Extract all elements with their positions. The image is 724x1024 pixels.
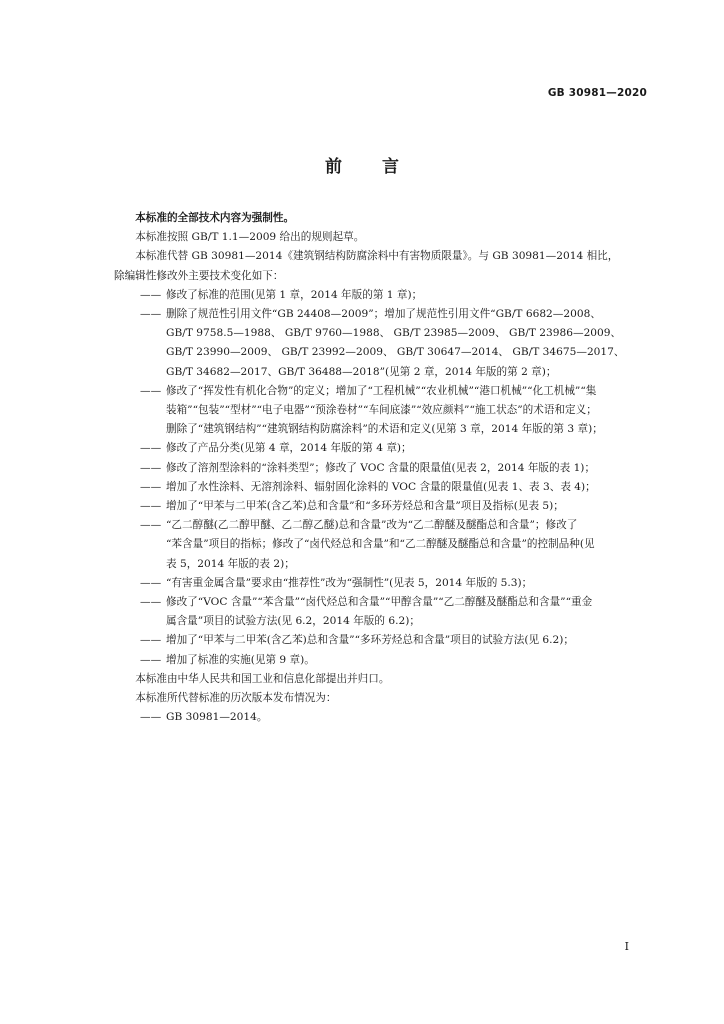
change-list-item — [114, 286, 654, 305]
history-intro-paragraph: 本标准所代替标准的历次版本发布情况为： — [135, 692, 337, 705]
dash-mark: —— — [140, 576, 162, 589]
change-list-item — [114, 439, 654, 458]
dash-mark: —— — [140, 384, 162, 397]
change-item-text: 增加了“甲苯与二甲苯(含乙苯)总和含量”“多环芳烃总和含量”项目的试验方法(见 6.2)； — [166, 634, 575, 647]
dash-mark: —— — [140, 519, 162, 532]
dash-mark: —— — [140, 711, 162, 724]
change-item-continuation: 删除了“建筑钢结构”“建筑钢结构防腐涂料”的术语和定义(见第 3 章，2014 年版的第 3 章)； — [166, 423, 603, 436]
mandatory-statement: 本标准的全部技术内容为强制性。 — [135, 212, 295, 224]
change-list-item — [114, 497, 654, 516]
change-item-text: 修改了标准的范围(见第 1 章，2014 年版的第 1 章)； — [166, 288, 423, 301]
change-item-continuation: 装箱”“包装”“型材”“电子电器”“预涂卷材”“车间底漆”“效应颜料”“施工状态”的术语和定义； — [166, 404, 597, 417]
dash-mark: —— — [140, 596, 162, 609]
change-item-text: 修改了溶剂型涂料的“涂料类型”；修改了 VOC 含量的限量值(见表 2，2014 年版的表 1)； — [166, 461, 596, 474]
change-list-item — [114, 516, 654, 574]
change-list-item — [114, 574, 654, 593]
dash-mark: —— — [140, 653, 162, 666]
change-list-item — [114, 651, 654, 670]
dash-mark: —— — [140, 288, 162, 301]
change-item-continuation: GB/T 9758.5—1988、 GB/T 9760—1988、 GB/T 23985—2009、 GB/T 23986—2009、 — [166, 327, 622, 340]
page-number: I — [624, 940, 629, 953]
change-item-text: 增加了水性涂料、无溶剂涂料、辐射固化涂料的 VOC 含量的限量值(见表 1、表 3、表 4)； — [166, 480, 596, 493]
change-item-text: 删除了规范性引用文件“GB 24408—2009”；增加了规范性引用文件“GB/T 6682—2008、 — [166, 308, 601, 321]
change-item-continuation: 属含量”项目的试验方法(见 6.2，2014 年版的 6.2)； — [166, 615, 420, 628]
technical-changes-list — [114, 286, 654, 670]
change-list-item — [114, 478, 654, 497]
change-list-item — [114, 459, 654, 478]
drafting-rule-paragraph: 本标准按照 GB/T 1.1—2009 给出的规则起草。 — [135, 231, 365, 244]
dash-mark: —— — [140, 442, 162, 455]
page-title — [0, 152, 724, 177]
change-item-text: “乙二醇醚(乙二醇甲醚、乙二醇乙醚)总和含量”改为“乙二醇醚及醚酯总和含量”；修改了 — [166, 519, 578, 532]
change-list-item — [114, 631, 654, 650]
dash-mark: —— — [140, 308, 162, 321]
dash-mark: —— — [140, 500, 162, 513]
change-item-continuation: 表 5，2014 年版的表 2)； — [166, 557, 295, 570]
proposer-paragraph: 本标准由中华人民共和国工业和信息化部提出并归口。 — [135, 672, 390, 685]
history-item — [114, 708, 654, 727]
change-item-continuation: “苯含量”项目的指标；修改了“卤代烃总和含量”和“乙二醇醚及醚酯总和含量”的控制品种(见 — [166, 538, 595, 551]
dash-mark: —— — [140, 480, 162, 493]
change-list-item — [114, 382, 654, 440]
change-item-continuation: GB/T 34682—2017、GB/T 36488—2018”(见第 2 章，2014 年版的第 2 章)； — [166, 365, 557, 378]
change-item-continuation: GB/T 23990—2009、 GB/T 23992—2009、 GB/T 30647—2014、 GB/T 34675—2017、 — [166, 346, 625, 359]
replacement-paragraph-line2: 除编辑性修改外主要技术变化如下： — [114, 269, 284, 282]
dash-mark: —— — [140, 634, 162, 647]
history-item-text: GB 30981—2014。 — [166, 711, 268, 724]
standard-code: GB 30981—2020 — [547, 87, 647, 99]
change-list-item — [114, 593, 654, 631]
change-item-text: 修改了“挥发性有机化合物”的定义；增加了“工程机械”“农业机械”“港口机械”“化工机械”“集 — [166, 384, 597, 397]
change-item-text: “有害重金属含量”要求由“推荐性”改为“强制性”(见表 5，2014 年版的 5.3)； — [166, 576, 533, 589]
dash-mark: —— — [140, 461, 162, 474]
change-item-text: 增加了标准的实施(见第 9 章)。 — [166, 653, 315, 666]
title-char-1: 前 — [325, 157, 342, 177]
foreword-body — [114, 209, 654, 727]
change-item-text: 修改了“VOC 含量”“苯含量”“卤代烃总和含量”“甲醇含量”“乙二醇醚及醚酯总和含量”“重金 — [166, 596, 593, 609]
change-item-text: 增加了“甲苯与二甲苯(含乙苯)总和含量”和“多环芳烃总和含量”项目及指标(见表 5)； — [166, 500, 564, 513]
title-char-2: 言 — [382, 157, 399, 177]
replacement-paragraph-line1: 本标准代替 GB 30981—2014《建筑钢结构防腐涂料中有害物质限量》。与 GB 30981—2014 相比， — [135, 250, 619, 263]
change-list-item — [114, 305, 654, 382]
change-item-text: 修改了产品分类(见第 4 章，2014 年版的第 4 章)； — [166, 442, 412, 455]
